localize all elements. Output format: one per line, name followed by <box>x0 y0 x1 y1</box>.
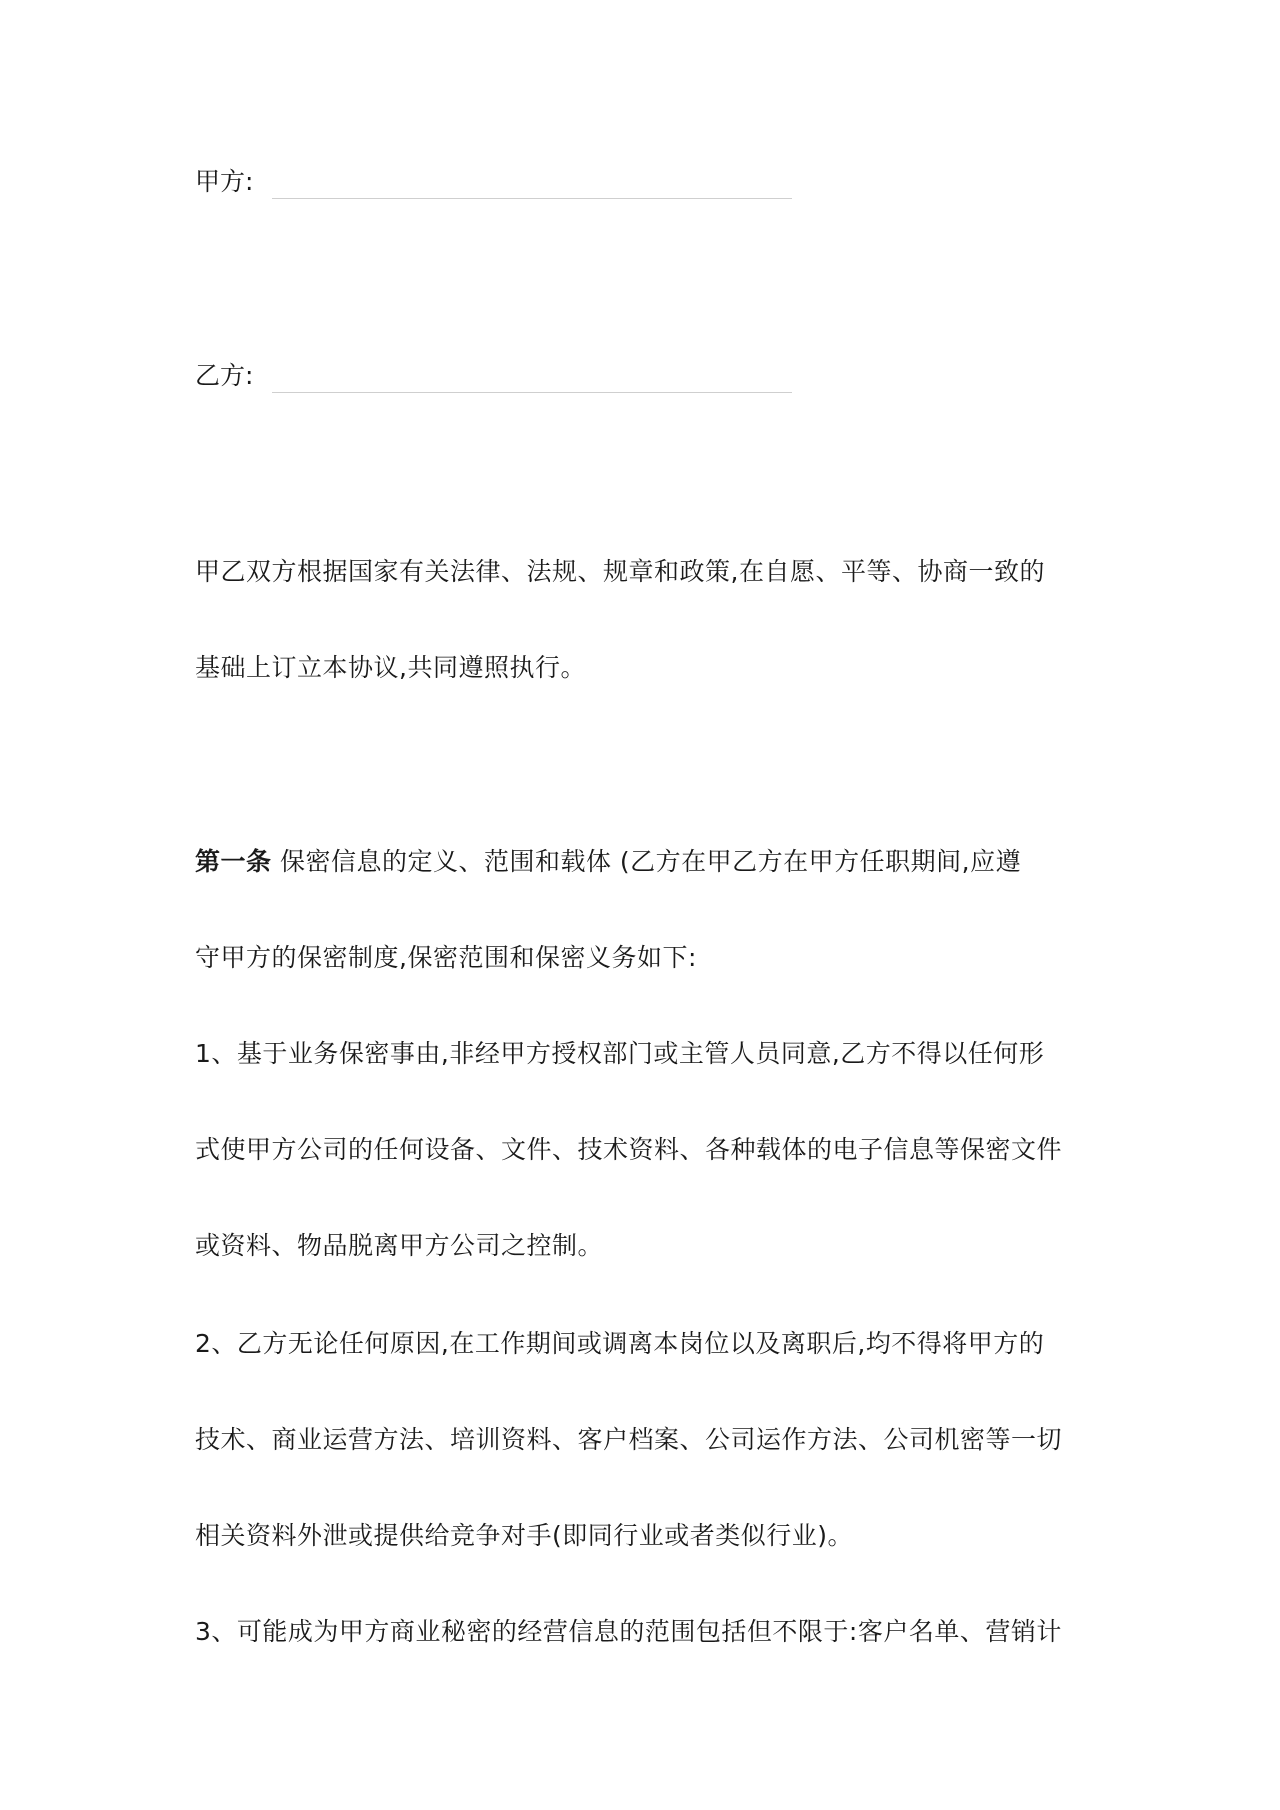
party-b-row <box>195 358 253 394</box>
party-a-label: 甲方: <box>195 167 254 196</box>
item-2-line-3: 相关资料外泄或提供给竞争对手(即同行业或者类似行业)。 <box>195 1521 854 1550</box>
item-1-line-3: 或资料、物品脱离甲方公司之控制。 <box>195 1231 604 1260</box>
item-1-line-1: 1、基于业务保密事由,非经甲方授权部门或主管人员同意,乙方不得以任何形 <box>195 1039 1045 1068</box>
party-b-label: 乙方: <box>195 361 254 390</box>
item-1-line-2: 式使甲方公司的任何设备、文件、技术资料、各种载体的电子信息等保密文件 <box>195 1135 1063 1164</box>
party-b-underline <box>272 392 792 393</box>
party-a-underline <box>272 198 792 199</box>
preamble-line-1: 甲乙双方根据国家有关法律、法规、规章和政策,在自愿、平等、协商一致的 <box>195 557 1045 586</box>
article-1-heading: 第一条 <box>195 847 272 876</box>
item-2-line-1: 2、乙方无论任何原因,在工作期间或调离本岗位以及离职后,均不得将甲方的 <box>195 1329 1045 1358</box>
preamble-line-2: 基础上订立本协议,共同遵照执行。 <box>195 653 586 682</box>
article-1-title-line-2: 守甲方的保密制度,保密范围和保密义务如下: <box>195 943 697 972</box>
item-3-line-1: 3、可能成为甲方商业秘密的经营信息的范围包括但不限于:客户名单、营销计 <box>195 1617 1062 1646</box>
party-a-row <box>195 164 253 200</box>
item-2-line-2: 技术、商业运营方法、培训资料、客户档案、公司运作方法、公司机密等一切 <box>195 1425 1063 1454</box>
article-1-title-line-1 <box>195 844 1021 880</box>
article-1-title: 保密信息的定义、范围和载体 (乙方在甲乙方在甲方任职期间,应遵 <box>279 847 1022 876</box>
